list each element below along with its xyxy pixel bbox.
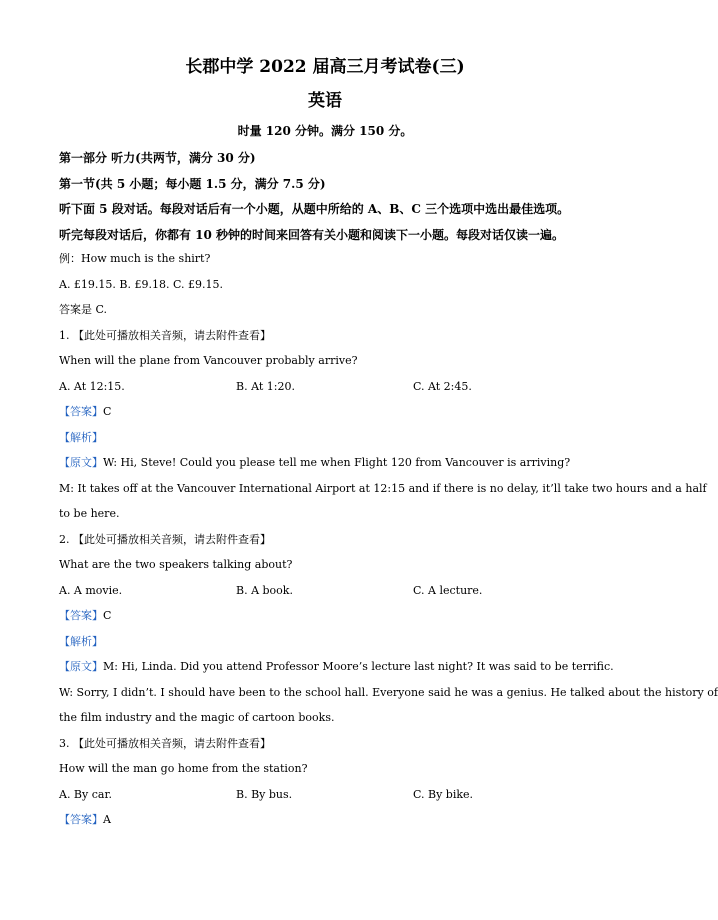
q1-option-c: C. At 2:45. [413,380,472,393]
q2-option-b: B. A book. [236,584,293,597]
q2-transcript-3: the film industry and the magic of cartoon books. [59,711,335,724]
time-score-line: 时量 120 分钟。满分 150 分。 [237,124,413,138]
q3-option-c: C. By bike. [413,788,474,801]
q2-original-tag: 【原文】 [59,660,103,673]
q3-answer-line [59,813,111,827]
instruction-line-1: 听下面 5 段对话。每段对话后有一个小题，从题中所给的 A、B、C 三个选项中选出最佳选项。 [59,202,570,216]
q1-answer: C [103,405,112,418]
example-question: 例：How much is the shirt? [59,252,211,265]
q2-option-a: A. A movie. [59,584,123,597]
q2-transcript-1-text: M: Hi, Linda. Did you attend Professor Moore’s lecture last night? It was said to be terrific. [103,660,614,673]
q1-option-b: B. At 1:20. [236,380,295,393]
q2-option-c: C. A lecture. [413,584,483,597]
exam-title: 长郡中学 2022 届高三月考试卷(三) [185,57,465,77]
q2-answer-line [59,609,111,623]
q1-transcript-1 [59,456,570,470]
q1-original-tag: 【原文】 [59,456,103,469]
q1-transcript-2: M: It takes off at the Vancouver International Airport at 12:15 and if there is no delay, it’ll take two hours and a half [59,482,707,495]
q3-audio-note: 3. 【此处可播放相关音频，请去附件查看】 [59,737,271,750]
q1-transcript-3: to be here. [59,507,120,520]
q1-option-a: A. At 12:15. [59,380,125,393]
q3-option-a: A. By car. [59,788,112,801]
q3-answer-tag: 【答案】 [59,813,103,826]
q3-question: How will the man go home from the station? [59,762,308,775]
section-heading: 第一节(共 5 小题；每小题 1.5 分，满分 7.5 分) [59,177,326,191]
q1-answer-line [59,405,111,419]
q3-option-b: B. By bus. [236,788,293,801]
q2-answer-tag: 【答案】 [59,609,103,622]
q2-transcript-2: W: Sorry, I didn’t. I should have been to the school hall. Everyone said he was a genius. He talked about the history of [59,686,718,699]
q1-answer-tag: 【答案】 [59,405,103,418]
instruction-line-2: 听完每段对话后，你都有 10 秒钟的时间来回答有关小题和阅读下一小题。每段对话仅读一遍。 [59,228,565,242]
q2-analysis-tag: 【解析】 [59,635,103,648]
q1-audio-note: 1. 【此处可播放相关音频，请去附件查看】 [59,329,271,342]
example-options: A. £19.15. B. £9.18. C. £9.15. [59,278,223,291]
q2-answer: C [103,609,112,622]
subject-title: 英语 [308,91,342,111]
q1-question: When will the plane from Vancouver probably arrive? [59,354,358,367]
q1-analysis-tag: 【解析】 [59,431,103,444]
q2-audio-note: 2. 【此处可播放相关音频，请去附件查看】 [59,533,271,546]
q2-question: What are the two speakers talking about? [59,558,293,571]
q2-transcript-1 [59,660,614,674]
part-heading: 第一部分 听力(共两节，满分 30 分) [59,151,256,165]
q3-answer: A [103,813,111,826]
q1-transcript-1-text: W: Hi, Steve! Could you please tell me when Flight 120 from Vancouver is arriving? [103,456,571,469]
example-answer: 答案是 C. [59,303,108,316]
